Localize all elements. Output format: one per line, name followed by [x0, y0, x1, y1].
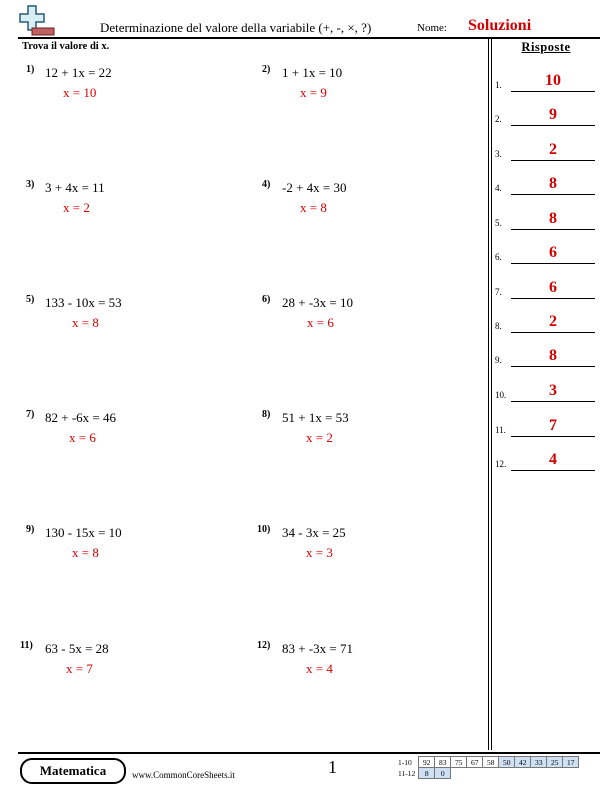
answer-line	[511, 470, 595, 471]
answer-number: 9.	[495, 355, 502, 365]
problem-solution: x = 9	[300, 85, 327, 100]
answer-column-border	[488, 38, 489, 750]
problem-number: 5)	[26, 294, 35, 305]
problem-equation: -2 + 4x = 30	[282, 180, 347, 195]
answer-line	[511, 366, 595, 367]
problem-equation: 51 + 1x = 53	[282, 410, 349, 425]
problem-number: 1)	[26, 64, 35, 75]
answer-value: 8	[549, 175, 557, 192]
problem-equation: 130 - 15x = 10	[45, 525, 122, 540]
problem-number: 9)	[26, 524, 35, 535]
problem-equation: 3 + 4x = 11	[45, 180, 105, 195]
score-table	[396, 756, 579, 779]
answer-line	[511, 436, 595, 437]
answer-number: 4.	[495, 183, 502, 193]
answer-value: 10	[545, 72, 561, 89]
problem-number: 11)	[20, 640, 33, 651]
answer-line	[511, 298, 595, 299]
problem-equation: 1 + 1x = 10	[282, 65, 343, 80]
brand-badge: Matematica	[20, 758, 126, 784]
answer-value: 9	[549, 106, 557, 123]
answer-value: 3	[549, 382, 557, 399]
footer-divider	[18, 752, 600, 754]
problem-number: 4)	[262, 179, 271, 190]
score-cell: 67	[467, 757, 483, 768]
answer-column-border	[491, 38, 492, 750]
problem-number: 7)	[26, 409, 35, 420]
problem-solution: x = 8	[72, 315, 99, 330]
header-divider	[18, 37, 600, 39]
answer-line	[511, 401, 595, 402]
problem-equation: 34 - 3x = 25	[282, 525, 346, 540]
website-text: www.CommonCoreSheets.it	[132, 770, 235, 780]
score-cell: 0	[435, 768, 451, 779]
problem-equation: 133 - 10x = 53	[45, 295, 122, 310]
answer-value: 6	[549, 244, 557, 261]
name-value: Soluzioni	[468, 17, 532, 34]
problem-number: 12)	[257, 640, 271, 651]
problem-equation: 82 + -6x = 46	[45, 410, 116, 425]
score-row-label: 11-12	[398, 768, 416, 778]
answer-value: 4	[549, 451, 557, 468]
answer-number: 3.	[495, 149, 502, 159]
answer-line	[511, 160, 595, 161]
problem-solution: x = 8	[72, 545, 99, 560]
answer-value: 2	[549, 141, 557, 158]
name-label: Nome:	[417, 22, 447, 34]
score-cell: 17	[563, 757, 579, 768]
problem-solution: x = 2	[63, 200, 90, 215]
problem-equation: 63 - 5x = 28	[45, 641, 109, 656]
problem-solution: x = 6	[69, 430, 96, 445]
answer-value: 7	[549, 417, 557, 434]
score-row-label: 1-10	[398, 757, 412, 767]
problem-equation: 12 + 1x = 22	[45, 65, 112, 80]
problem-solution: x = 4	[306, 661, 333, 676]
page-number: 1	[328, 757, 337, 777]
score-cell: 33	[531, 757, 547, 768]
answer-number: 8.	[495, 321, 502, 331]
answer-number: 1.	[495, 80, 502, 90]
problem-solution: x = 6	[307, 315, 334, 330]
answer-line	[511, 194, 595, 195]
problem-solution: x = 10	[63, 85, 97, 100]
answer-number: 12.	[495, 459, 507, 469]
problem-number: 10)	[257, 524, 271, 535]
score-cell: 50	[499, 757, 515, 768]
score-row	[396, 757, 579, 768]
answer-line	[511, 263, 595, 264]
score-cell: 75	[451, 757, 467, 768]
answer-number: 10.	[495, 390, 507, 400]
answer-number: 2.	[495, 114, 502, 124]
score-cell: 58	[483, 757, 499, 768]
answers-heading: Risposte	[521, 40, 571, 54]
worksheet-title: Determinazione del valore della variabile (+, -, ×, ?)	[100, 20, 372, 35]
problem-equation: 83 + -3x = 71	[282, 641, 353, 656]
plus-minus-logo-icon	[18, 4, 56, 38]
problem-number: 8)	[262, 409, 271, 420]
answer-value: 2	[549, 313, 557, 330]
answer-value: 6	[549, 279, 557, 296]
problem-solution: x = 7	[66, 661, 93, 676]
score-row	[396, 768, 579, 779]
answer-value: 8	[549, 210, 557, 227]
score-cell: 42	[515, 757, 531, 768]
problem-solution: x = 3	[306, 545, 333, 560]
answer-line	[511, 125, 595, 126]
problem-equation: 28 + -3x = 10	[282, 295, 353, 310]
problem-number: 2)	[262, 64, 271, 75]
answer-value: 8	[549, 347, 557, 364]
problem-solution: x = 8	[300, 200, 327, 215]
answer-number: 7.	[495, 287, 502, 297]
score-cell: 8	[419, 768, 435, 779]
score-cell: 83	[435, 757, 451, 768]
answer-number: 6.	[495, 252, 502, 262]
instructions: Trova il valore di x.	[22, 41, 110, 52]
problem-solution: x = 2	[306, 430, 333, 445]
score-cell: 92	[419, 757, 435, 768]
problem-number: 6)	[262, 294, 271, 305]
answer-line	[511, 332, 595, 333]
answer-number: 5.	[495, 218, 502, 228]
answer-line	[511, 229, 595, 230]
answer-number: 11.	[495, 425, 506, 435]
answer-line	[511, 91, 595, 92]
score-cell: 25	[547, 757, 563, 768]
problem-number: 3)	[26, 179, 35, 190]
